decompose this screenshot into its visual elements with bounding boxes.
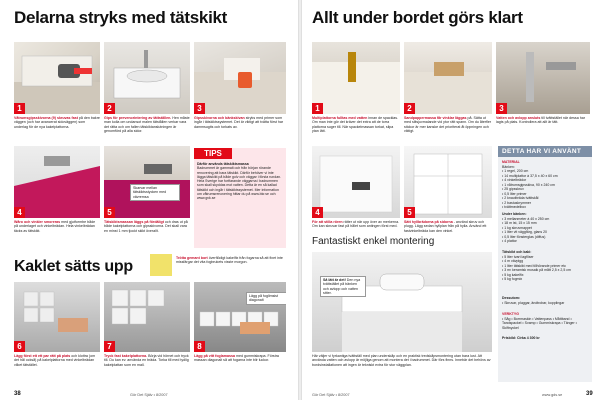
step3-photo bbox=[194, 42, 286, 114]
r-step3-caption: Vatten och avlopp ansluts till tvättstället när dessa har lagts på plats. Kontrollera att allt är tätt. bbox=[496, 116, 585, 125]
sidebar-dessutom: Dessutom: • Skruvar, pluggar, ändtrobar, kopplingar bbox=[502, 296, 565, 305]
tips-text: Därför används tätskiktsmassa Badrummet är gammalt och från början rörande renovering att bara tätskikt. Därför behöver vi inte lägga tätskikt på både golv och väggar i första rundan. Hela Sverige har fortfarande väggarna i badrummen som skall skyddas mot vatten. Detta är en så kallad tätskikt och ingår i tätskiktssystemet. Mer information om våtrumsrenovering hittar du på www.bkr.se och www.gvk.se bbox=[197, 162, 282, 201]
r-step2-caption: Sandpappermassa får vinklar läggas på. Sätta ut med slitsjuvmalande vid ytor rätt spann. Om du återfler stickor är mer kanske det prioriterat åt öppningen och viktigt. bbox=[404, 116, 492, 134]
bordet-note: Så lätt är det! Den nya tvättstället på bänken och avlopp och vatten sitter. bbox=[320, 276, 366, 297]
step3-caption: Gipsskivorna och bänkskivan stryks med primer som ingår i tätskiktssystemet. Det är viktigt att tvätta först har dammsugits och torkats av. bbox=[194, 116, 284, 129]
step2-number: 2 bbox=[104, 103, 115, 114]
kakel-note: Trötta gemant bort överflödigt kakelfix från fogarna så att fixet inte missfärgar det vita fogbrukets visste morgon. bbox=[176, 256, 283, 265]
r-step5-caption: Sätt hyllbrädorna på sidorna - använd skruv och plugg. Lägg sedan hyllplan från på hylla. Använd ett fastvinkelbräda kan den vinkel. bbox=[404, 220, 487, 233]
step8-caption: Lägg på vitt foglamassa med gummiskrapa. Förstra massan diagonalt så att fogarna inte blir luckor. bbox=[194, 354, 279, 363]
r-step4-number: 4 bbox=[312, 207, 323, 218]
step3-number: 3 bbox=[194, 103, 205, 114]
step5-note: Skarvar mellan tätskiktsstycken med vävremsa bbox=[130, 184, 180, 201]
step6-illustration bbox=[14, 282, 100, 352]
step4-caption: Wåro och vinkler smoreras med gjutformbe både på underlaget och vinkelbrädan. Hela vinkelbrädan täcks av tätskikt. bbox=[14, 220, 96, 233]
step1-number: 1 bbox=[14, 103, 25, 114]
step7-illustration bbox=[104, 282, 190, 352]
r-step2-photo bbox=[404, 42, 492, 114]
right-page-number: 39 bbox=[586, 391, 593, 397]
materials-sidebar bbox=[498, 146, 592, 382]
left-footer: Gör Det Själv • 8/2007 bbox=[130, 393, 168, 397]
sidebar-tatskikt: Tätskikt och kaki: • 5 liter tvart lagfliser • 4 m vävpigg • 1 liter tätskikt med tillhörande primer etc • 3 m² keramisk mosaik på mått 2,5 x 2,5 cm • 5 kg kakelfix • 5 kg fogmix bbox=[502, 250, 571, 281]
step4-illustration bbox=[14, 146, 100, 218]
r-step3-number: 3 bbox=[496, 103, 507, 114]
step8-photo bbox=[194, 282, 286, 352]
step8-number: 8 bbox=[194, 341, 205, 352]
sidebar-header: DETTA HAR VI ANVÄNT bbox=[498, 146, 592, 157]
step7-photo bbox=[104, 282, 190, 352]
tips-box bbox=[194, 148, 286, 248]
r-step1-caption: Multiplattorna fulltas med vatten innan de spacklas. Om man inte gör det kräver det extra att de torra plattorna suger till. När spackelmassan torkat, slipa ytan lätt. bbox=[312, 116, 399, 134]
fantasy-illustration bbox=[312, 252, 492, 352]
fantasy-photo bbox=[312, 252, 492, 352]
sponge-photo bbox=[150, 254, 172, 276]
step2-caption: Gips för prevenorintering av tättstållen. Hen måste man kolla om undansot malen tätstållen verkar vara det rätta och om fallen tätskiktanslutningen är genomförd på alla sidor. bbox=[104, 116, 190, 134]
sidebar-material: MATERIAL Bänken: • 1 regel, 200 cm • 14 multiplattor à 37,5 x 40 x 60 cm • 4 vinkelbrädor • 1 våtrumsgipsskiva, 90 x 240 cm • 25 gipsskruv • 0,5 liter primer • 2 knautbräda tvättskål • 2 bastuskrymmer • tvättmedelbox bbox=[502, 160, 558, 209]
right-title: Allt under bordet görs klart bbox=[312, 8, 523, 27]
step5-illustration bbox=[104, 146, 190, 218]
step7-number: 7 bbox=[104, 341, 115, 352]
fantasy-text: Här väljer vi fyrkantiga tvättställ med plan underskåp och en praktisk tredskåpsmontering utan bara lust. Att använda vatten och avlopp är möjliga genom att montera det i badrummet. Där förs finns. Innebär det behövs av bordsinstallationen att ingen är tekniskt extra för stor väggplan. bbox=[312, 354, 491, 367]
step6-photo bbox=[14, 282, 100, 352]
r-step5-illustration bbox=[404, 146, 492, 218]
step5-number: 5 bbox=[104, 207, 115, 218]
r-step4-photo bbox=[312, 146, 400, 218]
r-step3-photo bbox=[496, 42, 590, 114]
right-page bbox=[302, 0, 600, 400]
r-step1-photo bbox=[312, 42, 400, 114]
tips-header: TIPS bbox=[194, 148, 232, 159]
step1-photo bbox=[14, 42, 100, 114]
r-step4-illustration bbox=[312, 146, 400, 218]
sidebar-price: Prisbild: Cirka 4 300 kr bbox=[502, 336, 540, 340]
step4-number: 4 bbox=[14, 207, 25, 218]
left-title: Delarna stryks med tätskikt bbox=[14, 8, 228, 27]
step5-caption: Tätskiktsmassan läggs på fördäligt och dras ut på både kakelplattorna och gipsskivorna. Det skall vara en minst 1 mm tjockt skikt överallt. bbox=[104, 220, 188, 233]
r-step5-photo bbox=[404, 146, 492, 218]
r-step5-number: 5 bbox=[404, 207, 415, 218]
r-step1-illustration bbox=[312, 42, 400, 114]
r-step2-illustration bbox=[404, 42, 492, 114]
sidebar-verktyg: VERKTYG • Såg • Borrmaskin • Vattenpass • Måttband • Tandspackel • Svamp • Gummiskrapa • Tänger • Skiftnyckel bbox=[502, 312, 577, 330]
step5-photo bbox=[104, 146, 190, 218]
right-url: www.gds.se bbox=[542, 393, 563, 397]
step1-caption: Våtrumsgipsskivorna (9) skruvas fast på den bakre väggen (och har avancerat sidoväggen) som underlag för de nya kakelplattorna. bbox=[14, 116, 100, 129]
r-step4-caption: För att stilla rören rätter ut när upp över av merkerna. Om kan skruvar fast på hålet som antingen först med. bbox=[312, 220, 400, 229]
step7-caption: Tryck fast kakelplattorna. Börja vid hörnet och tryck till. Du kan ev. använda en bräda. Torka till med tydlig kakelplattan som en mall. bbox=[104, 354, 189, 367]
step4-photo bbox=[14, 146, 100, 218]
left-page bbox=[0, 0, 298, 400]
r-step1-number: 1 bbox=[312, 103, 323, 114]
r-step3-illustration bbox=[496, 42, 590, 114]
step3-illustration bbox=[194, 42, 286, 114]
left-title2: Kaklet sätts upp bbox=[14, 258, 133, 275]
step2-photo bbox=[104, 42, 190, 114]
foglim-note: Lägg på foglimsist diagonalt bbox=[246, 292, 286, 305]
step6-caption: Lägg först ett ett par rätt på plats och klottra (om det hål också) på kakelplattorna med vinkelbrädan vilket tätstället. bbox=[14, 354, 96, 367]
step2-illustration bbox=[104, 42, 190, 114]
right-footer: Gör Det Själv • 8/2007 bbox=[312, 393, 350, 397]
r-step2-number: 2 bbox=[404, 103, 415, 114]
sidebar-under: Under bänken: • 3 mellanmeter à 40 x 250 cm • 18 m lst, 15 x 15 mm • 1 kg skruvmappet • 1 liter vit väggfärg, glans 20 • 0,5 liter fönsterglas (diffus) • 4 plattor bbox=[502, 212, 550, 243]
step1-illustration bbox=[14, 42, 100, 114]
fantasy-title: Fantastiskt enkel montering bbox=[312, 236, 435, 247]
left-page-number: 38 bbox=[14, 391, 21, 397]
step6-number: 6 bbox=[14, 341, 25, 352]
